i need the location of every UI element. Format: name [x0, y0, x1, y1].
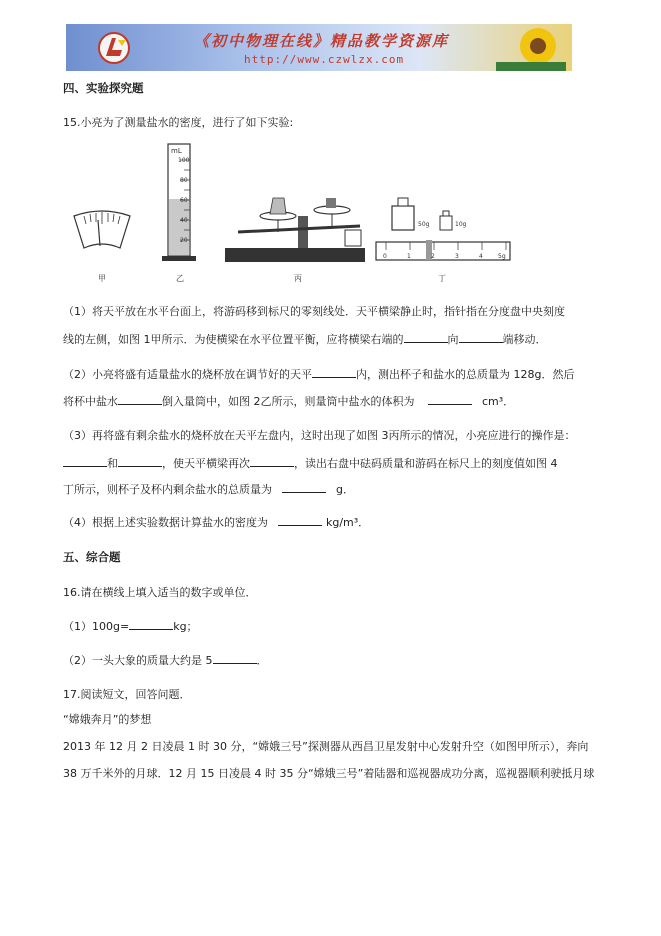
logo-icon: [96, 30, 136, 66]
answer-blank[interactable]: [282, 481, 326, 493]
question-17-stem: 17.阅读短文，回答问题．: [63, 688, 191, 701]
ruler-tick-5g: 5g: [498, 253, 506, 260]
section-heading-4: 四、实验探究题: [63, 81, 144, 95]
answer-blank[interactable]: [118, 393, 162, 405]
q15-part1-line2: 线的左侧，如图 1甲所示．为使横梁在水平位置平衡，应将横梁右端的 向 端移动．: [63, 333, 547, 346]
section-heading-5: 五、综合题: [63, 550, 121, 564]
balance-diagram: [225, 198, 365, 262]
banner-title: 《初中物理在线》精品教学资源库: [194, 32, 450, 50]
passage-line-2: 38 万千米外的月球．12 月 15 日凌晨 4 时 35 分“嫦娥三号”着陆器和巡视器成功分离，巡视器顺利驶抵月球: [63, 767, 595, 780]
answer-blank[interactable]: [459, 331, 503, 343]
answer-blank[interactable]: [129, 618, 173, 630]
figure-label-bing: 丙: [294, 274, 302, 283]
answer-blank[interactable]: [63, 455, 107, 467]
weight-50g: 50g: [418, 221, 430, 228]
q16-part1: （1）100g= kg；: [63, 620, 198, 633]
q15-part3-line2: 和 ，使天平横梁再次 ，读出右盘中砝码质量和游码在标尺上的刻度值如图 4: [63, 455, 558, 472]
banner-url: http://www.czwlzx.com: [244, 53, 405, 66]
cylinder-tick-60: 60: [180, 197, 188, 204]
ruler-tick-3: 3: [455, 253, 459, 260]
question-15-stem: 15.小亮为了测量盐水的密度，进行了如下实验:: [63, 116, 294, 129]
cylinder-tick-80: 80: [180, 177, 188, 184]
answer-blank[interactable]: [312, 366, 356, 378]
experiment-figure: [70, 136, 520, 286]
q15-part3-line3: 丁所示，则杯子及杯内剩余盐水的总质量为 g．: [63, 483, 354, 496]
q15-part3-line1: （3）再将盛有剩余盐水的烧杯放在天平左盘内，这时出现了如图 3丙所示的情况，小亮应进行的操作是：: [63, 429, 576, 442]
q15-part1-line1: （1）将天平放在水平台面上，将游码移到标尺的零刻线处．天平横梁静止时，指针指在分度盘中央刻度: [63, 305, 565, 318]
answer-blank[interactable]: [428, 393, 472, 405]
answer-blank[interactable]: [278, 514, 322, 526]
passage-title: “嫦娥奔月”的梦想: [63, 713, 152, 726]
ruler-tick-4: 4: [479, 253, 483, 260]
weight-10g: 10g: [455, 221, 467, 228]
weights-and-ruler: [376, 198, 510, 260]
ruler-tick-0: 0: [383, 253, 387, 260]
q16-part2: （2）一头大象的质量大约是 5 ．: [63, 654, 268, 667]
q15-part4: （4）根据上述实验数据计算盐水的密度为 kg/m³．: [63, 516, 370, 529]
dial-scale-diagram: [74, 211, 130, 248]
answer-blank[interactable]: [250, 455, 294, 467]
answer-blank[interactable]: [404, 331, 448, 343]
question-16-stem: 16.请在横线上填入适当的数字或单位．: [63, 586, 257, 599]
graduated-cylinder: [162, 144, 196, 261]
ruler-tick-1: 1: [407, 253, 411, 260]
cylinder-unit: mL: [171, 147, 182, 155]
figure-label-yi: 乙: [176, 274, 184, 283]
passage-line-1: 2013 年 12 月 2 日凌晨 1 时 30 分，“嫦娥三号”探测器从西昌卫星发射中心发射升空（如图甲所示），奔向: [63, 740, 589, 753]
header-banner: [66, 24, 572, 71]
cylinder-tick-100: 100: [178, 157, 190, 164]
cylinder-tick-40: 40: [180, 217, 188, 224]
answer-blank[interactable]: [213, 652, 257, 664]
cylinder-tick-20: 20: [180, 237, 188, 244]
figure-label-jia: 甲: [98, 274, 106, 283]
sunflower-icon: [496, 24, 566, 71]
q15-part2-line1: （2）小亮将盛有适量盐水的烧杯放在调节好的天平 内，测出杯子和盐水的总质量为 128g．然后: [63, 368, 575, 381]
answer-blank[interactable]: [118, 455, 162, 467]
figure-label-ding: 丁: [438, 274, 446, 283]
ruler-tick-2: 2: [431, 253, 435, 260]
q15-part2-line2: 将杯中盐水 倒入量筒中，如图 2乙所示，则量筒中盐水的体积为 cm³．: [63, 395, 515, 408]
